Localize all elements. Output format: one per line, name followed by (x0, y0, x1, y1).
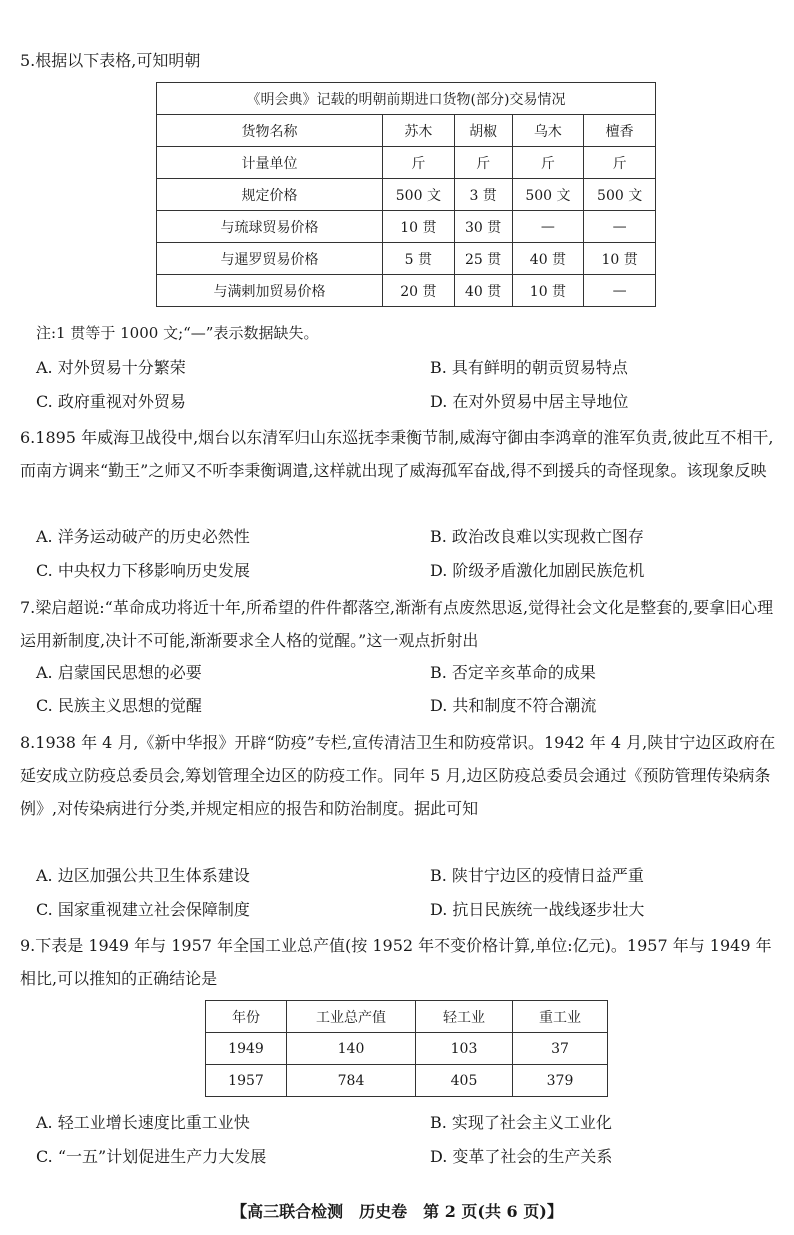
table-row (157, 211, 656, 243)
table-cell: 5 贯 (383, 243, 455, 275)
table-cell: 与暹罗贸易价格 (157, 243, 383, 275)
table-cell: 与琉球贸易价格 (157, 211, 383, 243)
q7-stem: 7.梁启超说:“革命成功将近十年,所希望的件件都落空,渐渐有点废然思返,觉得社会文化是整套的,要拿旧心理运用新制度,决计不可能,渐渐要求全人格的觉醒。”这一观点折射出 (20, 598, 774, 650)
table-row (157, 115, 656, 147)
table-cell: 货物名称 (157, 115, 383, 147)
table-cell: 40 贯 (512, 243, 584, 275)
table-cell: 与满剌加贸易价格 (157, 275, 383, 307)
table-cell: 500 文 (512, 179, 584, 211)
table-header-cell: 年份 (206, 1001, 287, 1033)
table-row (157, 275, 656, 307)
table-row (157, 243, 656, 275)
table-header-cell: 重工业 (513, 1001, 608, 1033)
table-cell: 斤 (584, 147, 656, 179)
table-row (206, 1065, 608, 1097)
q9-option-c[interactable]: C. “一五”计划促进生产力大发展 (36, 1147, 267, 1166)
table-header-cell: 工业总产值 (287, 1001, 416, 1033)
q5-option-b[interactable]: B. 具有鲜明的朝贡贸易特点 (430, 358, 628, 377)
table-row (157, 147, 656, 179)
table-cell: 苏木 (383, 115, 455, 147)
table-cell: 405 (416, 1065, 513, 1097)
table-cell: — (512, 211, 584, 243)
table-cell: 30 贯 (454, 211, 512, 243)
q5-option-c[interactable]: C. 政府重视对外贸易 (36, 392, 186, 411)
table-cell: 10 贯 (383, 211, 455, 243)
q6-option-d[interactable]: D. 阶级矛盾激化加剧民族危机 (430, 561, 645, 580)
table-cell: 25 贯 (454, 243, 512, 275)
q6-option-c[interactable]: C. 中央权力下移影响历史发展 (36, 561, 250, 580)
q5-option-d[interactable]: D. 在对外贸易中居主导地位 (430, 392, 629, 411)
page-footer: 【高三联合检测 历史卷 第 2 页(共 6 页)】 (231, 1202, 563, 1221)
table-cell: 3 贯 (454, 179, 512, 211)
table-cell: 40 贯 (454, 275, 512, 307)
q6-option-b[interactable]: B. 政治改良难以实现救亡图存 (430, 527, 644, 546)
table-cell: 10 贯 (512, 275, 584, 307)
table-cell: — (584, 211, 656, 243)
table-cell: 斤 (512, 147, 584, 179)
table-cell: 斤 (383, 147, 455, 179)
q9-option-d[interactable]: D. 变革了社会的生产关系 (430, 1147, 613, 1166)
q8-option-c[interactable]: C. 国家重视建立社会保障制度 (36, 900, 250, 919)
table-cell: 140 (287, 1033, 416, 1065)
table-cell: 檀香 (584, 115, 656, 147)
table-cell: 500 文 (584, 179, 656, 211)
table-cell: 784 (287, 1065, 416, 1097)
q8-stem: 8.1938 年 4 月,《新中华报》开辟“防疫”专栏,宣传清洁卫生和防疫常识。1942 年 4 月,陕甘宁边区政府在延安成立防疫总委员会,筹划管理全边区的防疫工作。同年 5 月,边区防疫总委员会通过《预防管理传染病条例》,对传染病进行分类,并规定相应的报告和防治制度。据此可知 (20, 733, 776, 818)
table-cell: 500 文 (383, 179, 455, 211)
table-cell: 乌木 (512, 115, 584, 147)
table-cell: 103 (416, 1033, 513, 1065)
q6-option-a[interactable]: A. 洋务运动破产的历史必然性 (36, 527, 250, 546)
table-cell: 20 贯 (383, 275, 455, 307)
table-cell: 379 (513, 1065, 608, 1097)
table-row (206, 1001, 608, 1033)
table-cell: 规定价格 (157, 179, 383, 211)
q9-table (205, 1000, 608, 1097)
q9-option-b[interactable]: B. 实现了社会主义工业化 (430, 1113, 612, 1132)
q7-option-d[interactable]: D. 共和制度不符合潮流 (430, 696, 597, 715)
q8-option-d[interactable]: D. 抗日民族统一战线逐步壮大 (430, 900, 645, 919)
table-header-cell: 轻工业 (416, 1001, 513, 1033)
table-cell: 37 (513, 1033, 608, 1065)
q5-note: 注:1 贯等于 1000 文;“—”表示数据缺失。 (36, 324, 319, 342)
table-row (206, 1033, 608, 1065)
table-cell: 斤 (454, 147, 512, 179)
table-cell: 10 贯 (584, 243, 656, 275)
q5-stem: 5.根据以下表格,可知明朝 (20, 51, 201, 70)
q6-stem: 6.1895 年威海卫战役中,烟台以东清军归山东巡抚李秉衡节制,威海守御由李鸿章的淮军负责,彼此互不相干,而南方调来“勤王”之师又不听李秉衡调遣,这样就出现了威海孤军奋战,得不到援兵的奇怪现象。该现象反映 (20, 428, 774, 480)
q7-option-c[interactable]: C. 民族主义思想的觉醒 (36, 696, 202, 715)
table-cell: — (584, 275, 656, 307)
table-cell: 计量单位 (157, 147, 383, 179)
table-row (157, 179, 656, 211)
table-cell: 1949 (206, 1033, 287, 1065)
q8-option-a[interactable]: A. 边区加强公共卫生体系建设 (36, 866, 250, 885)
table-cell: 胡椒 (454, 115, 512, 147)
q5-table-caption: 《明会典》记载的明朝前期进口货物(部分)交易情况 (157, 83, 656, 115)
q5-table (156, 82, 656, 307)
q9-stem: 9.下表是 1949 年与 1957 年全国工业总产值(按 1952 年不变价格计算,单位:亿元)。1957 年与 1949 年相比,可以推知的正确结论是 (20, 936, 772, 988)
q7-option-a[interactable]: A. 启蒙国民思想的必要 (36, 663, 202, 682)
q9-option-a[interactable]: A. 轻工业增长速度比重工业快 (36, 1113, 250, 1132)
q7-option-b[interactable]: B. 否定辛亥革命的成果 (430, 663, 596, 682)
table-cell: 1957 (206, 1065, 287, 1097)
q8-option-b[interactable]: B. 陕甘宁边区的疫情日益严重 (430, 866, 644, 885)
q5-option-a[interactable]: A. 对外贸易十分繁荣 (36, 358, 186, 377)
